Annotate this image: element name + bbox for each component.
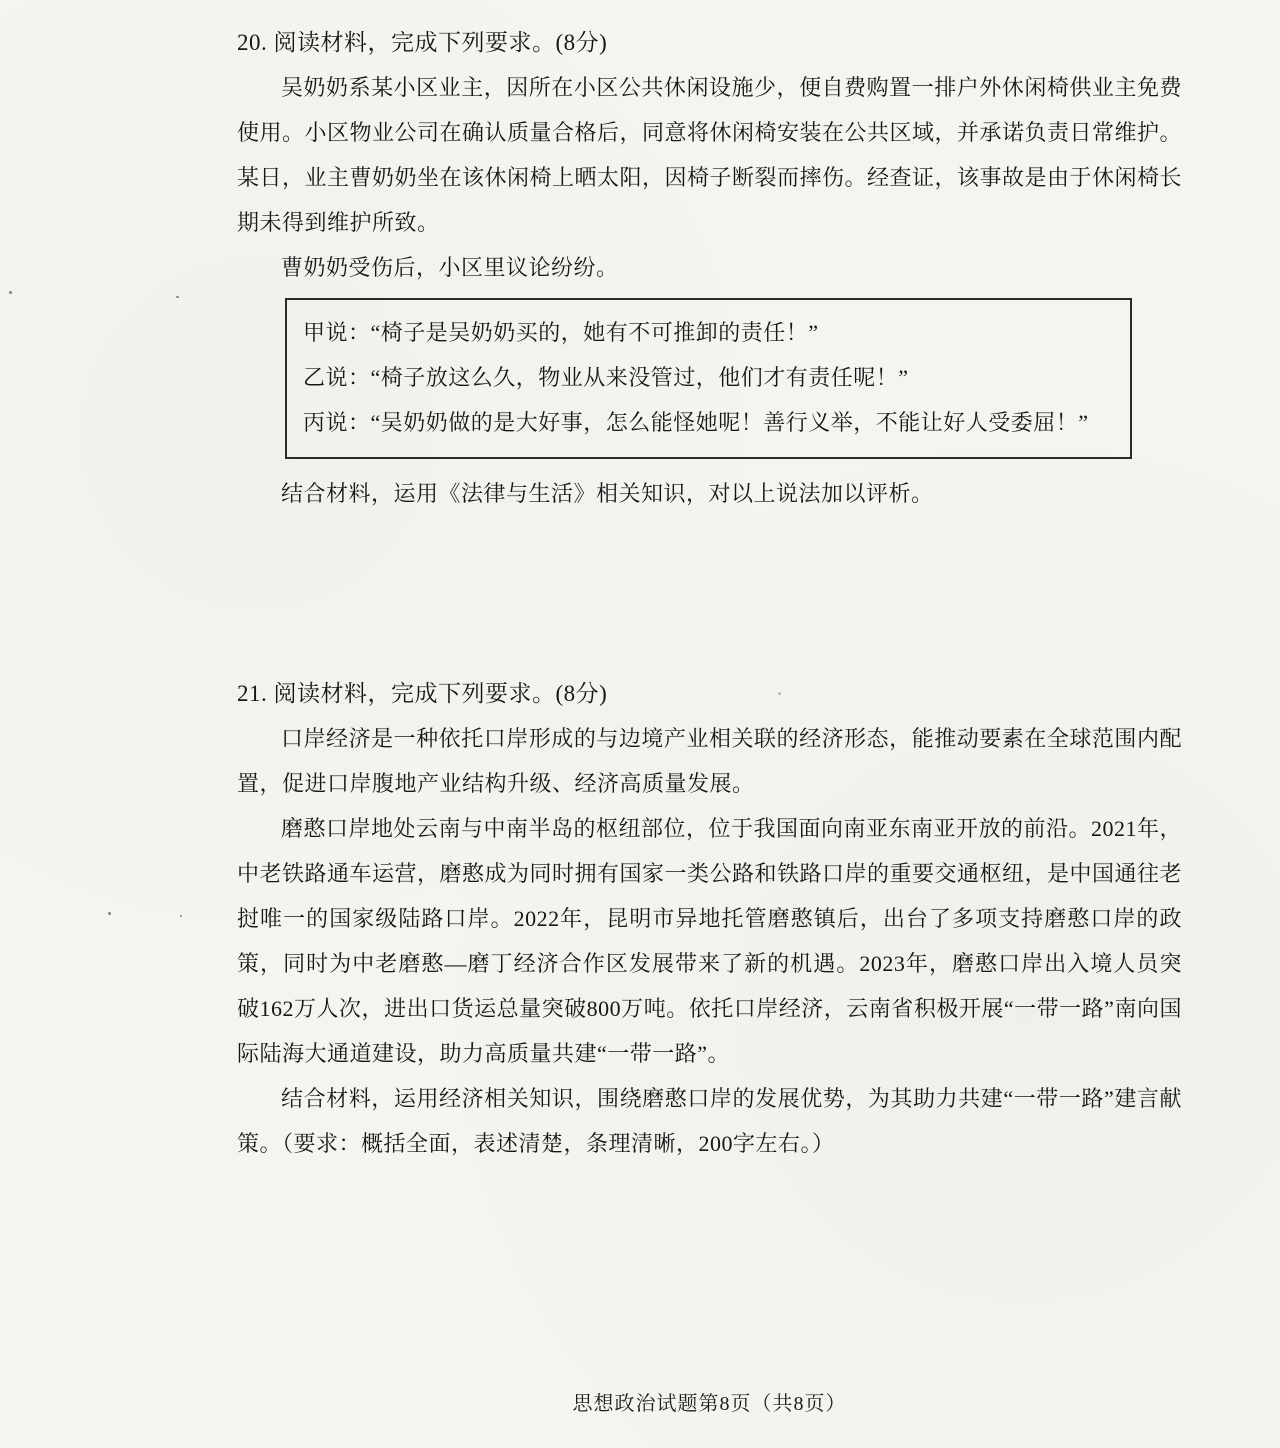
question-21-material-paragraph-2: 磨憨口岸地处云南与中南半岛的枢纽部位，位于我国面向南亚东南亚开放的前沿。2021年，中老铁路通车运营，磨憨成为同时拥有国家一类公路和铁路口岸的重要交通枢纽，是中国通往老挝唯一的国家级陆路口岸。2022年，昆明市异地托管磨憨镇后，出台了多项支持磨憨口岸的政策，同时为中老磨憨—磨丁经济合作区发展带来了新的机遇。2023年，磨憨口岸出入境人员突破162万人次，进出口货运总量突破800万吨。依托口岸经济，云南省积极开展“一带一路”南向国际陆海大通道建设，助力高质量共建“一带一路”。: [237, 816, 1183, 1066]
scan-speck: [9, 291, 12, 294]
page-content: [237, 20, 1182, 1166]
question-20: [237, 20, 1182, 516]
opinion-bing: 丙说：“吴奶奶做的是大好事，怎么能怪她呢！善行义举，不能让好人受委屈！”: [303, 410, 1089, 435]
opinion-jia: 甲说：“椅子是吴奶奶买的，她有不可推卸的责任！”: [303, 320, 819, 345]
question-20-heading: 20. 阅读材料，完成下列要求。(8分): [237, 30, 608, 55]
scan-speck: [180, 915, 182, 917]
scan-speck: [176, 296, 179, 298]
page-footer: 思想政治试题第8页（共8页）: [572, 1393, 847, 1415]
question-20-opinions-box: [285, 298, 1132, 459]
question-20-material-paragraph-1: 吴奶奶系某小区业主，因所在小区公共休闲设施少，便自费购置一排户外休闲椅供业主免费使用。小区物业公司在确认质量合格后，同意将休闲椅安装在公共区域，并承诺负责日常维护。某日，业主曹奶奶坐在该休闲椅上晒太阳，因椅子断裂而摔伤。经查证，该事故是由于休闲椅长期未得到维护所致。: [237, 75, 1183, 235]
question-20-material-paragraph-2: 曹奶奶受伤后，小区里议论纷纷。: [281, 255, 619, 280]
question-21-task: 结合材料，运用经济相关知识，围绕磨憨口岸的发展优势，为其助力共建“一带一路”建言献策。（要求：概括全面，表述清楚，条理清晰，200字左右。）: [237, 1086, 1182, 1156]
question-21: [237, 671, 1182, 1166]
question-20-task: 结合材料，运用《法律与生活》相关知识，对以上说法加以评析。: [281, 481, 934, 506]
scan-speck: [108, 912, 111, 915]
opinion-yi: 乙说：“椅子放这么久，物业从来没管过，他们才有责任呢！”: [303, 365, 909, 390]
question-21-material-paragraph-1: 口岸经济是一种依托口岸形成的与边境产业相关联的经济形态，能推动要素在全球范围内配置，促进口岸腹地产业结构升级、经济高质量发展。: [237, 726, 1182, 796]
question-21-heading: 21. 阅读材料，完成下列要求。(8分): [237, 681, 608, 706]
